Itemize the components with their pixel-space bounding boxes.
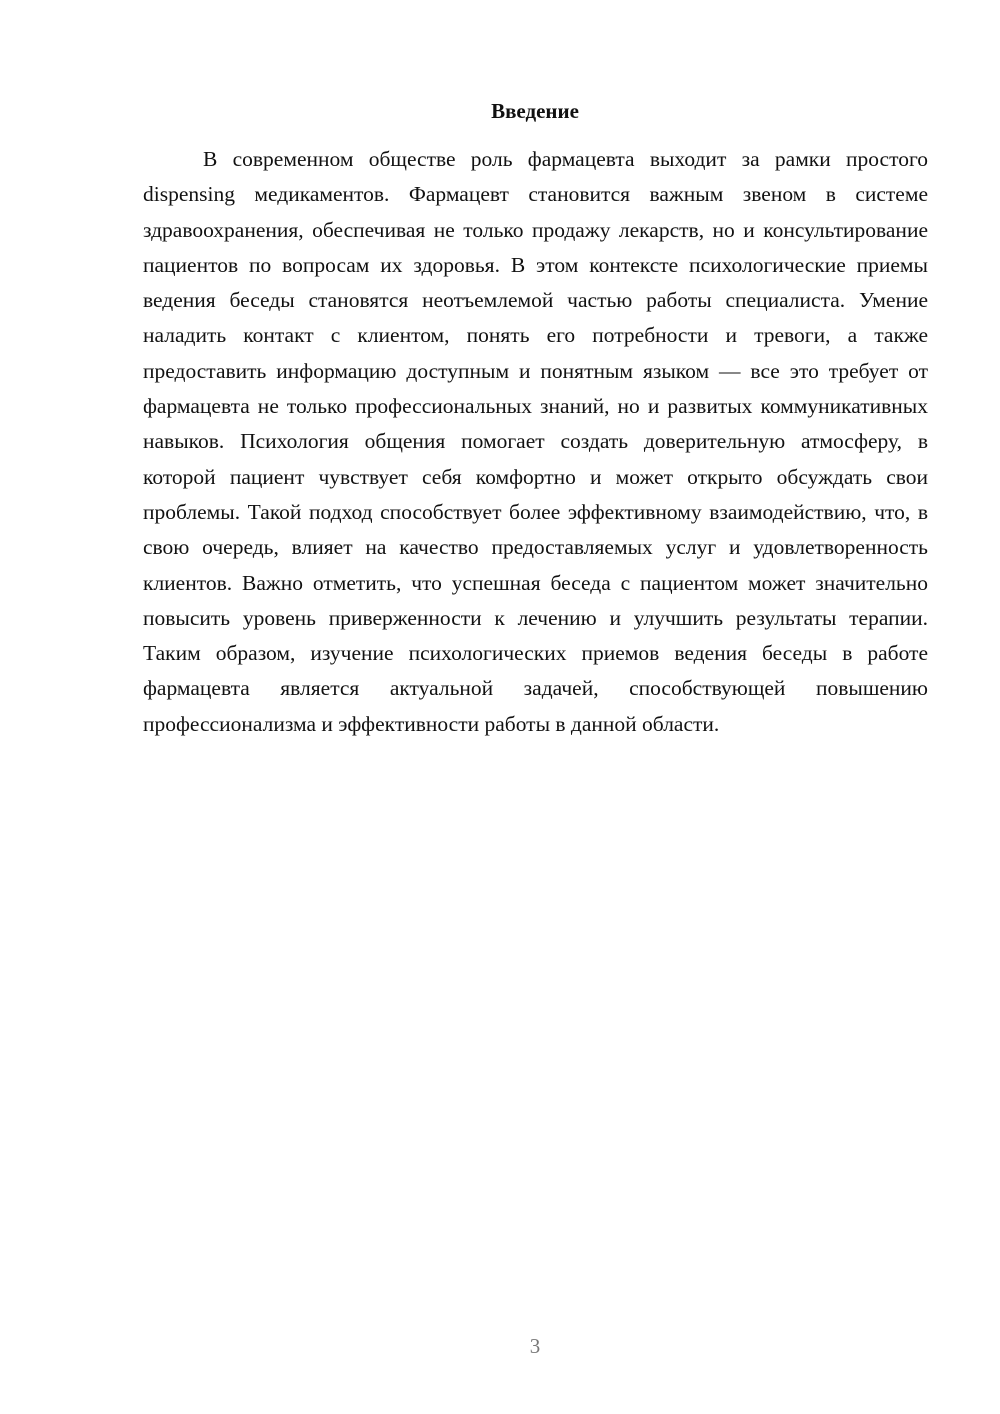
section-title: Введение [491,99,579,123]
body-paragraph: В современном обществе роль фармацевта выходит за рамки простого dispensing медикаментов. Фармацевт становится важным звеном в системе здравоохранения, обеспечивая не только продажу лекарств, но и консультирование пациентов по вопросам их здоровья. В этом контексте психологические приемы ведения беседы становятся неотъемлемой частью работы специалиста. Умение наладить контакт с клиентом, понять его потребности и тревоги, а также предоставить информацию доступным и понятным языком — все это требует от фармацевта не только профессиональных знаний, но и развитых коммуникативных навыков. Психология общения помогает создать доверительную атмосферу, в которой пациент чувствует себя комфортно и может открыто обсуждать свои проблемы. Такой подход способствует более эффективному взаимодействию, что, в свою очередь, влияет на качество предоставляемых услуг и удовлетворенность клиентов. Важно отметить, что успешная беседа с пациентом может значительно повысить уровень приверженности к лечению и улучшить результаты терапии. Таким образом, изучение психологических приемов ведения беседы в работе фармацевта является актуальной задачей, способствующей повышению профессионализма и эффективности работы в данной области. [143,147,928,736]
page-number: 3 [529,1334,541,1358]
